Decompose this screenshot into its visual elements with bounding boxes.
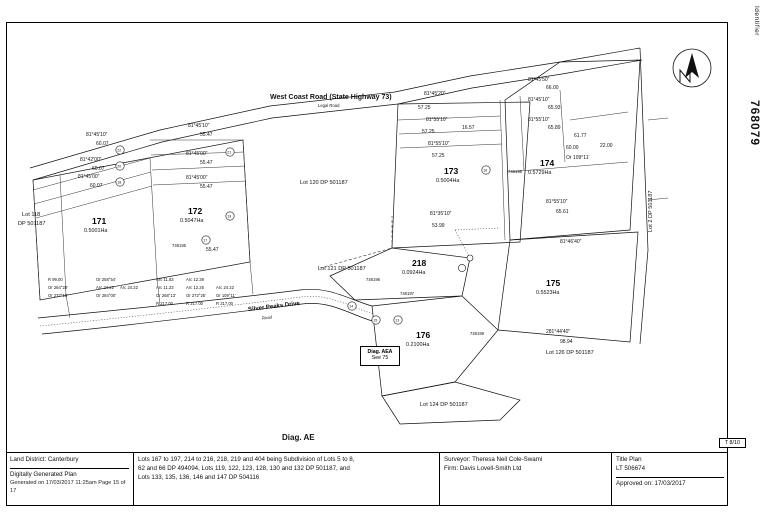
dimension: 16.57 — [462, 125, 475, 131]
dimension: 57.25 — [422, 129, 435, 135]
dimension: 81°45'10" — [528, 97, 550, 103]
approved-date: 17/03/2017 — [654, 479, 686, 487]
lot-area-173: 0.5004Ha — [436, 178, 460, 184]
road-label-silver-peaks: Silver Peaks Drive — [247, 300, 301, 314]
svg-text:15: 15 — [373, 318, 378, 323]
dimension: Or 284°00' — [96, 293, 116, 298]
land-district-label: Land District: — [10, 456, 47, 463]
dimension: 81°45'50" — [528, 77, 550, 83]
dimension: 57.25 — [418, 105, 431, 111]
title-block — [6, 452, 728, 506]
surveyor-value: Theresa Neil Cole-Swami — [472, 456, 543, 463]
dimension: 81°55'10" — [528, 117, 550, 123]
dimension: 81°45'10" — [86, 132, 108, 138]
svg-text:16: 16 — [483, 168, 488, 173]
lot-number-173: 173 — [444, 166, 459, 176]
dimension: 81°55'10" — [546, 199, 568, 205]
svg-text:20: 20 — [117, 164, 122, 169]
land-district-value: Canterbury — [47, 456, 79, 463]
road-sublabel-silver-peaks: Road — [261, 314, 273, 321]
dimension: R 217.00 — [156, 301, 173, 306]
adjoining-lot-2: Lot 2 DP 501187 — [648, 190, 654, 232]
dimension: 61.77 — [574, 133, 587, 139]
dimension: 81°55'10" — [428, 141, 450, 147]
dimension: 81°45'00" — [186, 175, 208, 181]
diagram-label-aea-box — [360, 346, 400, 366]
adjoining-lot-118: Lot 118 — [22, 212, 41, 218]
lot-area-175: 0.5523Ha — [536, 290, 560, 296]
dimension: Or 109°11' — [566, 155, 590, 161]
dimension: 65.93 — [548, 105, 561, 111]
adjoining-lot-121: Lot 121 DP 501187 — [318, 266, 366, 272]
dimension: 66.00 — [546, 85, 559, 91]
diagram-label-aea: Diag. AEA — [367, 349, 393, 355]
dimension: R 99.00 — [48, 277, 63, 282]
adjoining-lot-124: Lot 124 DP 501187 — [420, 402, 468, 408]
title-block-plan — [612, 453, 728, 506]
svg-text:14: 14 — [349, 304, 354, 309]
adjoining-lot-118-dp: DP 501187 — [18, 221, 46, 227]
svg-text:19: 19 — [227, 214, 232, 219]
svg-text:21: 21 — [227, 150, 232, 155]
dimension: 81°45'00" — [186, 151, 208, 157]
dimension: 22.00 — [600, 143, 613, 149]
plan-type: Title Plan — [616, 456, 642, 463]
dimension: Or 258°54' — [96, 277, 116, 282]
lot-area-174: 0.5729Ha — [528, 170, 552, 176]
approved-label: Approved on: — [616, 479, 653, 487]
dimension: 60.07 — [90, 183, 103, 189]
identifier-label: Identifier — [753, 6, 760, 36]
dimension: 81°45'00" — [78, 174, 100, 180]
dimension: Or 268°13' — [156, 293, 176, 298]
dimension: 98.94 — [560, 339, 573, 345]
reference-mark: 748195 — [172, 243, 186, 248]
description-line-2: 62 and 66 DP 494094, Lots 119, 122, 123, 128, 130 and 132 DP 501187, and — [138, 464, 350, 472]
generated-plan-timestamp: Generated on 17/03/2017 11:25am Page 15 of 17 — [10, 479, 126, 494]
dimension: Or 109°11' — [216, 293, 236, 298]
dimension: Arc 24.22 — [120, 285, 138, 290]
firm-label: Firm: — [444, 464, 459, 472]
svg-text:22: 22 — [117, 148, 122, 153]
dimension: Arc 12.25 — [186, 285, 204, 290]
adjoining-lot-120: Lot 120 DP 501187 — [300, 180, 348, 186]
dimension: 81°35'10" — [430, 211, 452, 217]
dimension: Arc 24.22 — [216, 285, 234, 290]
firm-value: Davis Lovell-Smith Ltd — [459, 464, 522, 472]
lot-number-174: 174 — [540, 158, 555, 168]
dimension: Or 272°25' — [186, 293, 206, 298]
title-block-surveyor — [440, 453, 612, 506]
description-line-1: Lots 167 to 197, 214 to 216, 218, 219 and 404 being Subdivision of Lots 5 to 8, — [138, 456, 355, 463]
road-label-west-coast: West Coast Road (State Highway 73) — [270, 94, 392, 101]
dimension: 81°46'40" — [560, 239, 582, 245]
dimension: 65.61 — [556, 209, 569, 215]
dimension: 60.07 — [96, 141, 109, 147]
dimension: Arc 11.23 — [156, 285, 174, 290]
lot-number-175: 175 — [546, 278, 561, 288]
svg-text:13: 13 — [395, 318, 400, 323]
dimension: 55.47 — [206, 247, 219, 253]
generated-plan-note: Digitally Generated Plan — [10, 470, 77, 478]
dimension: Or 277°15' — [48, 293, 68, 298]
title-block-description — [134, 453, 440, 506]
svg-text:17: 17 — [203, 238, 208, 243]
sheet-reference: T 8/10 — [719, 438, 746, 448]
adjoining-lot-126: Lot 126 DP 501187 — [546, 350, 594, 356]
surveyor-label: Surveyor: — [444, 456, 471, 463]
reference-mark: 748199 — [470, 331, 484, 336]
dimension: 81°42'00" — [80, 157, 102, 163]
dimension: Or 264°28' — [48, 285, 68, 290]
lot-area-218: 0.0924Ha — [402, 270, 426, 276]
lot-number-218: 218 — [412, 258, 427, 268]
dimension: 55.47 — [200, 132, 213, 138]
lot-number-172: 172 — [188, 206, 203, 216]
dimension: 281°44'40" — [546, 329, 571, 335]
title-block-land-district — [6, 453, 134, 506]
dimension: 65.89 — [548, 125, 561, 131]
dimension: 60.00 — [566, 145, 579, 151]
lot-number-176: 176 — [416, 330, 431, 340]
dimension: Arc 12.39 — [186, 277, 204, 282]
dimension: Arc 11.83 — [156, 277, 174, 282]
lot-area-171: 0.5001Ha — [84, 228, 108, 234]
reference-mark: 748197 — [400, 291, 414, 296]
svg-text:18: 18 — [117, 180, 122, 185]
dimension: 55.47 — [200, 160, 213, 166]
dimension: R 217.00 — [186, 301, 203, 306]
reference-mark: 748196 — [366, 277, 380, 282]
dimension: 57.25 — [432, 153, 445, 159]
reference-mark: 748198 — [508, 169, 522, 174]
dimension: 60.07 — [92, 166, 105, 172]
diagram-label-ae: Diag. AE — [282, 433, 315, 442]
dimension: 55.47 — [200, 184, 213, 190]
dimension: 53.99 — [432, 223, 445, 229]
lot-number-171: 171 — [92, 216, 107, 226]
lot-area-176: 0.2100Ha — [406, 342, 430, 348]
dimension: R 217.00 — [216, 301, 233, 306]
dimension: 81°45'10" — [188, 123, 210, 129]
dimension: 81°55'10" — [426, 117, 448, 123]
description-line-3: Lots 133, 135, 136, 146 and 147 DP 504116 — [138, 473, 260, 481]
dimension: 81°45'20" — [424, 91, 446, 97]
dimension: Arc 24.22 — [96, 285, 114, 290]
plan-number: LT 506674 — [616, 464, 646, 472]
road-sublabel-west-coast: Legal Road — [318, 103, 340, 108]
lot-area-172: 0.5047Ha — [180, 218, 204, 224]
identifier-number: 768079 — [748, 100, 762, 147]
diagram-label-aea-sub: See 75 — [371, 355, 389, 361]
